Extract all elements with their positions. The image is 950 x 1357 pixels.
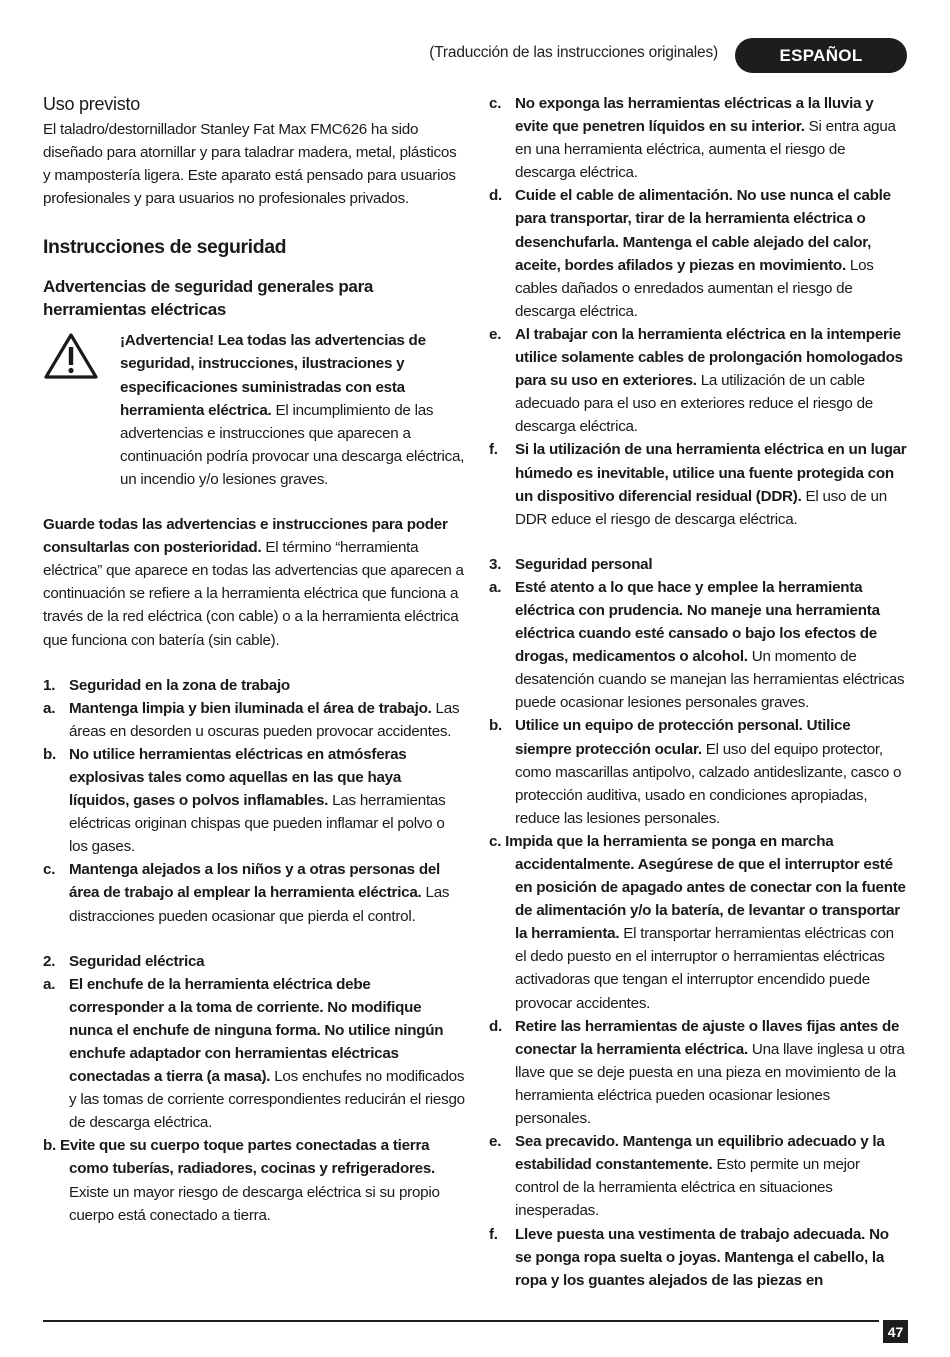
item-marker: b. <box>489 717 502 735</box>
item-marker: a. <box>43 975 56 993</box>
uso-previsto-heading: Uso previsto <box>43 94 141 114</box>
item-marker: b. <box>43 745 56 763</box>
item-bold-text: Evite que su cuerpo toque partes conectadas a tierra como tuberías, radiadores, cocinas y refrigeradores. <box>59 1137 435 1178</box>
section-3-number: 3. <box>489 555 502 573</box>
translation-note: (Traducción de las instrucciones originales) <box>429 44 718 61</box>
item-text: Una llave inglesa u otra llave que se deje puesta en una pieza en movimiento de la herramienta eléctrica pueden ocasionar lesiones personales. <box>515 1040 905 1128</box>
item-bold-text: Mantenga limpia y bien iluminada el área de trabajo. <box>69 699 432 717</box>
language-badge: ESPAÑOL <box>735 38 907 73</box>
section-2-continued-list <box>489 92 907 531</box>
item-bold-text: Sea precavido. Mantenga un equilibrio adecuado y la estabilidad constantemente. <box>515 1133 885 1174</box>
item-marker: e. <box>489 1133 502 1151</box>
item-marker: c. <box>43 861 56 879</box>
item-marker: a. <box>489 578 502 596</box>
item-bold-text: Impida que la herramienta se ponga en marcha accidentalmente. Asegúrese de que el interruptor esté en posición de apagado antes de conectar con la fuente de alimentación y/o la batería, de levantar o transportar la herramienta. <box>505 832 906 943</box>
item-bold-text: Al trabajar con la herramienta eléctrica en la intemperie utilice solamente cables de prolongación homologados para su uso en exteriores. <box>515 325 903 390</box>
item-bold-text: No utilice herramientas eléctricas en atmósferas explosivas tales como aquellas en las que haya líquidos, gases o polvos inflamables. <box>69 745 407 810</box>
list-item <box>489 714 907 829</box>
page-number: 47 <box>883 1320 908 1343</box>
item-marker: a. <box>43 699 56 717</box>
item-text: El uso del equipo protector, como mascarillas antipolvo, calzado antideslizante, casco o protección auditiva, usado en condiciones apropiadas, reduce las lesiones personales. <box>515 740 902 827</box>
item-text: Los enchufes no modificados y las tomas de corriente correspondientes reducirán el riesgo de descarga eléctrica. <box>69 1068 465 1132</box>
item-text: Si entra agua en una herramienta eléctrica, aumenta el riesgo de descarga eléctrica. <box>515 118 896 182</box>
general-warnings-heading: Advertencias de seguridad generales para herramientas eléctricas <box>43 277 374 319</box>
item-marker: c. <box>489 95 502 112</box>
section-1-list <box>43 697 465 928</box>
warning-block <box>43 329 465 491</box>
item-text: El transportar herramientas eléctricas con el dedo puesto en el interruptor o herramientas eléctricas activadoras que tengan el interruptor encendido puede provocar accidentes. <box>515 925 894 1012</box>
section-1-heading <box>43 674 465 697</box>
section-2-heading <box>43 950 465 973</box>
item-text: Un momento de desatención cuando se manejan las herramientas eléctricas puede ocasionar lesiones personales graves. <box>515 648 905 712</box>
list-item <box>489 184 907 323</box>
list-item <box>489 576 907 715</box>
list-item <box>43 973 465 1135</box>
list-item <box>43 1134 465 1226</box>
item-marker: d. <box>489 187 502 205</box>
item-text: La utilización de un cable adecuado para el uso en exteriores reduce el riesgo de descarga eléctrica. <box>515 372 873 436</box>
keep-instructions-bold: Guarde todas las advertencias e instrucciones para poder consultarlas con posterioridad. <box>43 516 448 557</box>
list-item <box>43 697 465 743</box>
list-item <box>489 1015 907 1130</box>
keep-instructions-regular: El término “herramienta eléctrica” que aparece en todas las advertencias que aparecen a continuación se refiere a la herramienta eléctrica que funciona a través de la red eléctrica (con cable) o a la herramienta eléctrica que funciona con batería (sin cable). <box>43 539 464 649</box>
list-item <box>489 830 907 1015</box>
warning-bold-text: ¡Advertencia! Lea todas las advertencias de seguridad, instrucciones, ilustraciones y especificaciones suministradas con esta herramienta eléctrica. <box>120 332 426 419</box>
item-text: Las áreas en desorden u oscuras pueden provocar accidentes. <box>69 699 460 740</box>
list-item <box>489 323 907 438</box>
section-3-title: Seguridad personal <box>515 555 653 573</box>
warning-triangle-icon <box>43 329 120 491</box>
left-column <box>43 92 465 1227</box>
item-marker: f. <box>489 441 498 459</box>
item-text: Esto permite un mejor control de la herramienta eléctrica en situaciones inesperadas. <box>515 1156 860 1220</box>
warning-regular-text: El incumplimiento de las advertencias e instrucciones que aparecen a continuación podría provocar una descarga eléctrica, un incendio y/o lesiones graves. <box>120 401 465 488</box>
section-3-continued-list <box>489 1015 907 1292</box>
section-1-number: 1. <box>43 676 56 694</box>
item-text: Las distracciones pueden ocasionar que pierda el control. <box>69 884 450 925</box>
right-column <box>489 92 907 1292</box>
item-bold-text: Mantenga alejados a los niños y a otras personas del área de trabajo al emplear la herramienta eléctrica. <box>69 861 441 902</box>
uso-previsto-text: El taladro/destornillador Stanley Fat Max FMC626 ha sido diseñado para atornillar y para taladrar madera, metal, plásticos y mampostería ligera. Este aparato está pensado para usuarios profesionales y para usuarios no profesionales privados. <box>43 121 457 208</box>
item-marker: c. <box>489 832 506 850</box>
item-bold-text: Esté atento a lo que hace y emplee la herramienta eléctrica con prudencia. No maneje una herramienta eléctrica cuando esté cansado o bajo los efectos de drogas, medicamentos o alcohol. <box>515 578 880 666</box>
section-3-heading <box>489 553 907 576</box>
list-item <box>489 1223 907 1292</box>
list-item <box>489 1130 907 1222</box>
warning-text <box>120 329 465 491</box>
item-bold-text: Si la utilización de una herramienta eléctrica en un lugar húmedo es inevitable, utilice una fuente protegida con un dispositivo diferencial residual (DDR). <box>515 441 907 505</box>
item-marker: d. <box>489 1017 502 1035</box>
item-text: Los cables dañados o enredados aumentan el riesgo de descarga eléctrica. <box>515 256 874 320</box>
item-bold-text: Cuide el cable de alimentación. No use nunca el cable para transportar, tirar de la herramienta eléctrica o desenchufarla. Mantenga el cable alejado del calor, aceite, bordes afilados y piezas en movimiento. <box>515 187 891 274</box>
item-text: El uso de un DDR educe el riesgo de descarga eléctrica. <box>515 487 887 528</box>
footer-rule <box>43 1320 879 1322</box>
item-bold-text: Lleve puesta una vestimenta de trabajo adecuada. No se ponga ropa suelta o joyas. Mantenga el cabello, la ropa y los guantes alejados de las piezas en <box>515 1225 889 1289</box>
section-2-number: 2. <box>43 952 56 970</box>
section-1-title: Seguridad en la zona de trabajo <box>69 676 290 694</box>
item-marker: b. <box>43 1137 60 1155</box>
item-bold-text: El enchufe de la herramienta eléctrica debe corresponder a la toma de corriente. No modifique nunca el enchufe de ninguna forma. No utilice ningún enchufe adaptador con herramientas eléctricas conectadas a tierra (a masa). <box>69 975 444 1086</box>
item-bold-text: No exponga las herramientas eléctricas a la lluvia y evite que penetren líquidos en su interior. <box>515 95 874 136</box>
list-item <box>489 92 907 184</box>
list-item <box>43 858 465 927</box>
list-item <box>489 438 907 530</box>
item-text: Existe un mayor riesgo de descarga eléctrica si su propio cuerpo está conectado a tierra. <box>69 1183 440 1224</box>
section-2-title: Seguridad eléctrica <box>69 952 205 970</box>
item-marker: f. <box>489 1225 498 1243</box>
item-bold-text: Utilice un equipo de protección personal. Utilice siempre protección ocular. <box>515 717 851 758</box>
list-item <box>43 743 465 858</box>
keep-instructions-text <box>43 513 465 652</box>
item-marker: e. <box>489 325 502 343</box>
item-bold-text: Retire las herramientas de ajuste o llaves fijas antes de conectar la herramienta eléctrica. <box>515 1017 900 1058</box>
item-text: Las herramientas eléctricas originan chispas que pueden inflamar el polvo o los gases. <box>69 792 446 856</box>
safety-instructions-heading: Instrucciones de seguridad <box>43 236 287 259</box>
